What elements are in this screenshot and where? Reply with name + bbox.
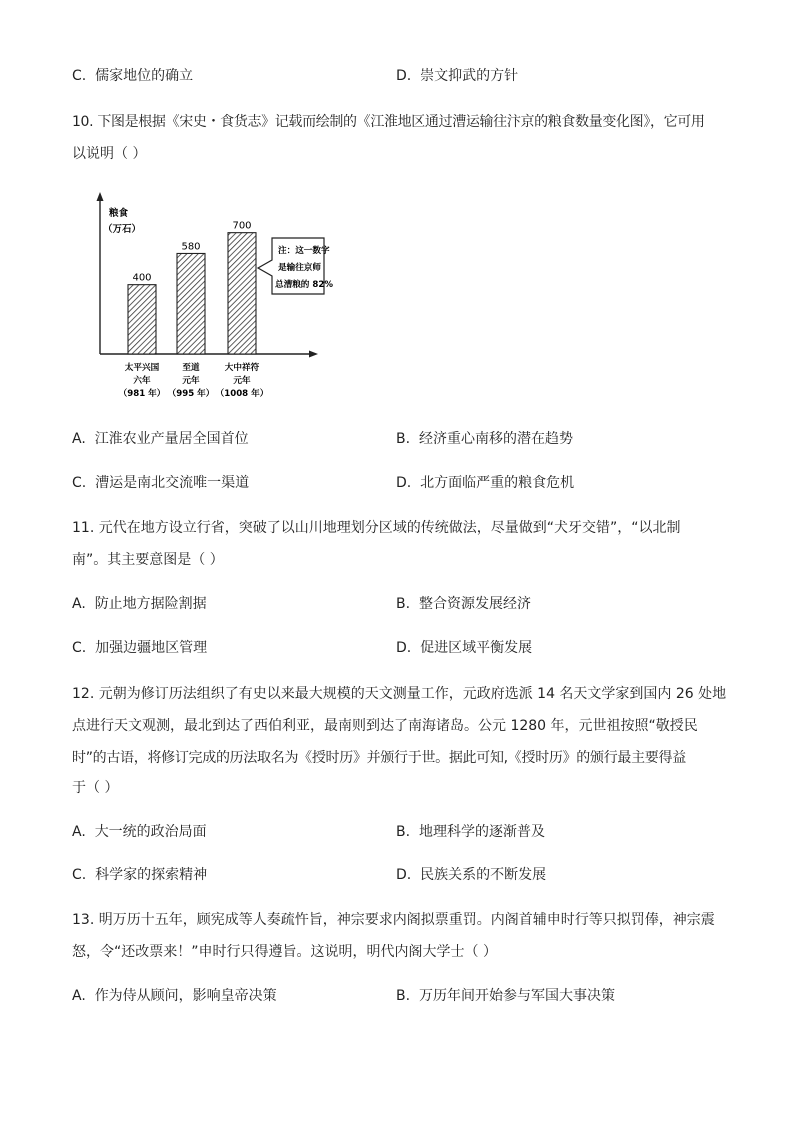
q12-stem-line-3: 时”的古语，将修订完成的历法取名为《授时历》并颁行于世。据此可知,《授时历》的颁行最主要得益 [72,750,686,766]
q11-option-b: B. 整合资源发展经济 [396,596,531,612]
q10-option-d: D. 北方面临严重的粮食危机 [396,475,575,491]
annotation-line-1: 注：这一数字 [278,246,330,256]
q11-option-d: D. 促进区域平衡发展 [396,640,533,656]
bar-1 [177,253,205,354]
category-label-1-line-0: 至道 [182,363,200,373]
q13-option-b: B. 万历年间开始参与军国大事决策 [396,988,615,1004]
q10-option-b: B. 经济重心南移的潜在趋势 [396,431,573,447]
bar-value-label-0: 400 [132,272,152,284]
q11-stem-line-1: 11. 元代在地方设立行省，突破了以山川地理划分区域的传统做法，尽量做到“犬牙交错”，“以北制 [72,520,681,536]
q13-stem-line-1: 13. 明万历十五年，顾宪成等人奏疏忤旨，神宗要求内阁拟票重罚。内阁首辅申时行等只拟罚俸，神宗震 [72,912,715,928]
q12-option-b: B. 地理科学的逐渐普及 [396,824,545,840]
q10-option-a: A. 江淮农业产量居全国首位 [72,431,249,447]
category-label-2-line-2: （1008 年） [215,389,269,399]
y-axis-arrow [97,192,104,201]
category-label-1-line-2: （995 年） [167,389,215,399]
q12-option-c: C. 科学家的探索精神 [72,867,208,883]
q10-stem-line-1: 10. 下图是根据《宋史・食货志》记载而绘制的《江淮地区通过漕运输往汴京的粮食数量变化图》，它可用 [72,114,705,130]
q9-option-d: D. 崇文抑武的方针 [396,68,519,84]
q11-option-c: C. 加强边疆地区管理 [72,640,208,656]
q12-stem-line-4: 于（ ） [72,780,119,796]
category-label-1-line-1: 元年 [182,376,200,386]
category-label-0-line-0: 太平兴国 [124,363,160,373]
x-axis-arrow [309,351,318,358]
annotation-callout [258,238,333,294]
q12-stem-line-2: 点进行天文观测，最北到达了西伯利亚，最南则到达了南海诸岛。公元 1280 年，元世祖按照“敬授民 [72,718,698,734]
y-axis-label-line-2: （万石） [103,224,142,235]
q12-option-d: D. 民族关系的不断发展 [396,867,547,883]
q13-stem-line-2: 怒，令“还改票来！”申时行只得遵旨。这说明，明代内阁大学士（ ） [72,944,497,960]
bar-2 [228,233,256,354]
q11-option-a: A. 防止地方据险割据 [72,596,207,612]
category-label-2-line-0: 大中祥符 [224,363,260,373]
q10-stem-line-2: 以说明（ ） [72,146,147,162]
y-axis-label-line-1: 粮食 [109,208,129,219]
annotation-line-3: 总漕粮的 82% [275,280,333,290]
category-label-2-line-1: 元年 [233,376,251,386]
bar-0 [128,285,156,354]
category-label-0-line-2: （981 年） [118,389,166,399]
q9-option-c: C. 儒家地位的确立 [72,68,194,84]
annotation-line-2: 是输往京师 [278,263,321,273]
bar-value-label-2: 700 [232,220,252,232]
bar-value-label-1: 580 [181,241,201,253]
q11-stem-line-2: 南”。其主要意图是（ ） [72,552,224,568]
grain-bar-chart [86,190,333,402]
q12-stem-line-1: 12. 元朝为修订历法组织了有史以来最大规模的天文测量工作，元政府选派 14 名天文学家到国内 26 处地 [72,686,727,702]
q10-option-c: C. 漕运是南北交流唯一渠道 [72,475,250,491]
category-label-0-line-1: 六年 [133,376,151,386]
q13-option-a: A. 作为侍从顾问，影响皇帝决策 [72,988,277,1004]
q12-option-a: A. 大一统的政治局面 [72,824,207,840]
